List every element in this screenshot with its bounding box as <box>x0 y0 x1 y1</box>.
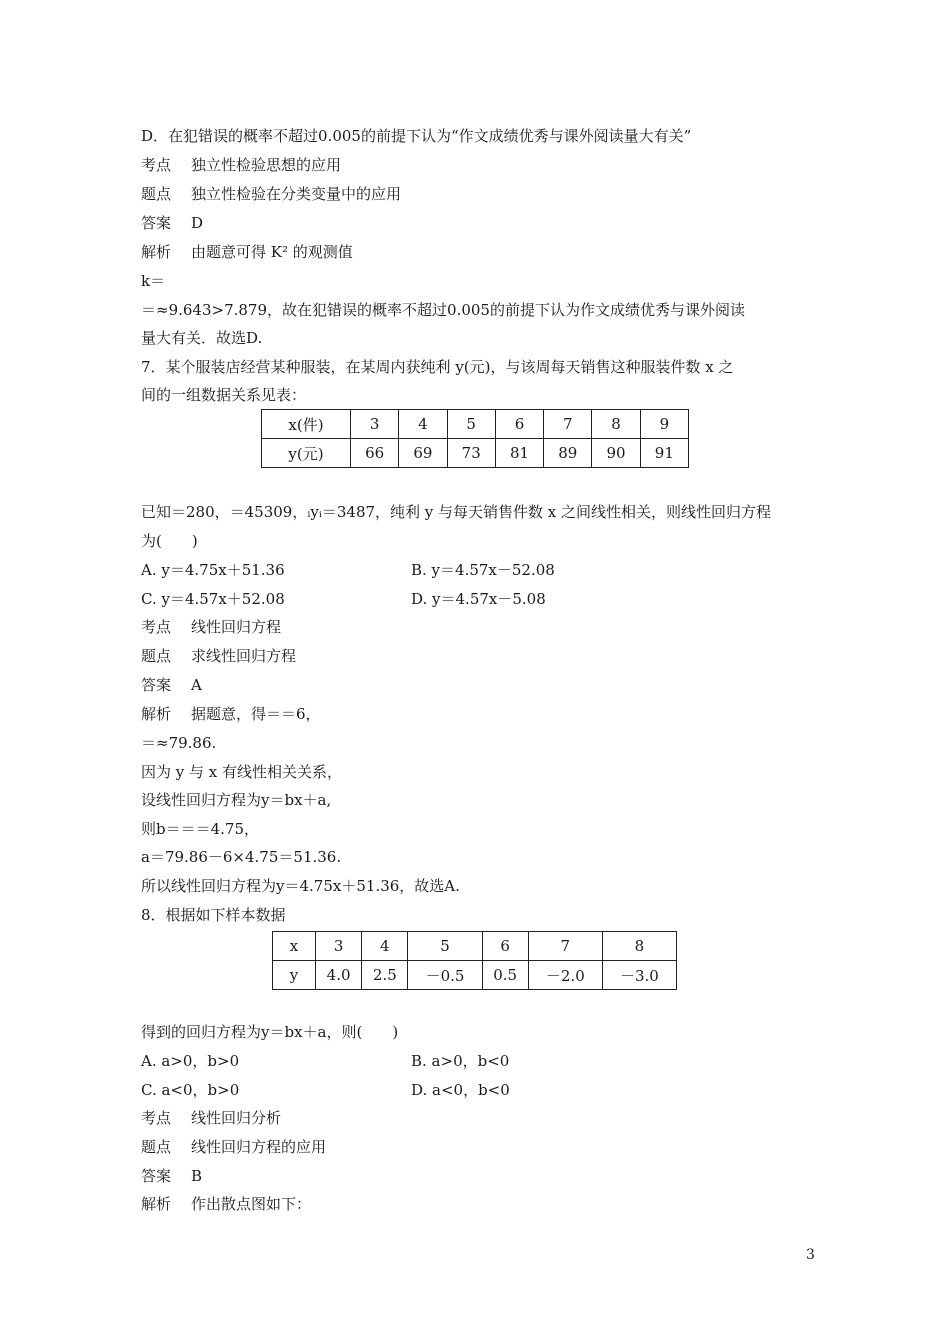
table-cell: 91 <box>640 439 688 468</box>
answer-text: D <box>191 214 204 232</box>
question-7-stem-cont: 间的一组数据关系见表： <box>141 386 307 404</box>
q7-analysis-row <box>141 704 321 724</box>
q7-analysis-line: 设线性回归方程为y＝bx＋a, <box>141 791 332 809</box>
table-cell: 7 <box>528 932 602 961</box>
table-cell: －3.0 <box>602 961 676 990</box>
table-cell: 81 <box>495 439 543 468</box>
table-cell: 4 <box>399 410 447 439</box>
table-row <box>262 410 689 439</box>
q7-option-b: B. y＝4.57x－52.08 <box>411 561 555 579</box>
q7-analysis-line: ＝≈79.86. <box>141 734 217 752</box>
table-row <box>262 439 689 468</box>
k-line: k＝ <box>141 272 166 290</box>
table-cell: 2.5 <box>362 961 408 990</box>
table-cell: 3 <box>316 932 362 961</box>
q7-kaodian-row <box>141 617 281 637</box>
table-cell: 7 <box>544 410 592 439</box>
table-cell: 4 <box>362 932 408 961</box>
tidian-label: 题点 <box>141 647 172 665</box>
table-cell: x(件) <box>262 410 351 439</box>
q7-answer-row <box>141 675 202 695</box>
tidian-label: 题点 <box>141 185 172 203</box>
line-d-option: D．在犯错误的概率不超过0.005的前提下认为“作文成绩优秀与课外阅读量大有关” <box>141 127 692 145</box>
answer-label: 答案 <box>141 214 172 232</box>
kaodian-text: 独立性检验思想的应用 <box>191 156 342 174</box>
table-cell: 90 <box>592 439 640 468</box>
analysis-text: 由题意可得 K² 的观测值 <box>191 243 353 261</box>
answer-text: B <box>191 1167 203 1185</box>
table-row <box>273 961 677 990</box>
table-row <box>273 932 677 961</box>
table-cell: 73 <box>447 439 495 468</box>
analysis-label: 解析 <box>141 705 172 723</box>
question-7-given: 已知＝280，＝45309，ᵢyᵢ＝3487，纯利 y 与每天销售件数 x 之间线性相关，则线性回归方程 <box>141 503 772 521</box>
table-cell: 9 <box>640 410 688 439</box>
answer-text: A <box>191 676 202 694</box>
q8-answer-row <box>141 1166 202 1186</box>
analysis-text: 作出散点图如下： <box>191 1195 312 1213</box>
table-cell: 69 <box>399 439 447 468</box>
question-7-given-cont: 为( ) <box>141 532 198 550</box>
q7-analysis-line: a＝79.86－6×4.75＝51.36. <box>141 848 342 866</box>
table-cell: 8 <box>592 410 640 439</box>
q8-analysis-row <box>141 1194 311 1214</box>
tidian-text: 线性回归方程的应用 <box>191 1138 327 1156</box>
analysis-text: 据题意，得＝＝6， <box>191 705 321 723</box>
question-8-prompt: 得到的回归方程为y＝bx＋a，则( ) <box>141 1023 399 1041</box>
question-7-stem: 7．某个服装店经营某种服装，在某周内获纯利 y(元)，与该周每天销售这种服装件数 x 之 <box>141 358 734 376</box>
table-cell: 89 <box>544 439 592 468</box>
kaodian-text: 线性回归分析 <box>191 1109 282 1127</box>
table-cell: x <box>273 932 316 961</box>
analysis-label: 解析 <box>141 243 172 261</box>
table-cell: 8 <box>602 932 676 961</box>
q8-option-a: A. a>0，b>0 <box>141 1052 240 1070</box>
q8-kaodian-row <box>141 1108 281 1128</box>
table-q7 <box>261 409 689 468</box>
q7-analysis-line: 则b＝＝＝4.75， <box>141 820 260 838</box>
table-cell: －0.5 <box>408 961 482 990</box>
question-8-stem: 8．根据如下样本数据 <box>141 906 286 924</box>
calc-line: ＝≈9.643>7.879，故在犯错误的概率不超过0.005的前提下认为作文成绩优秀与课外阅读 <box>141 301 745 319</box>
table-cell: 6 <box>482 932 528 961</box>
table-cell: y <box>273 961 316 990</box>
table-cell: 0.5 <box>482 961 528 990</box>
q8-option-c: C. a<0，b>0 <box>141 1081 240 1099</box>
analysis-row <box>141 242 353 262</box>
page-number: 3 <box>806 1247 815 1263</box>
table-cell: －2.0 <box>528 961 602 990</box>
kaodian-label: 考点 <box>141 156 172 174</box>
q7-option-d: D. y＝4.57x－5.08 <box>411 590 546 608</box>
q7-analysis-line: 因为 y 与 x 有线性相关关系， <box>141 763 343 781</box>
q7-analysis-line: 所以线性回归方程为y＝4.75x＋51.36，故选A. <box>141 877 460 895</box>
table-cell: 5 <box>447 410 495 439</box>
table-q8 <box>272 931 677 990</box>
q8-tidian-row <box>141 1137 326 1157</box>
answer-label: 答案 <box>141 676 172 694</box>
kaodian-label: 考点 <box>141 618 172 636</box>
tidian-text: 独立性检验在分类变量中的应用 <box>191 185 402 203</box>
answer-label: 答案 <box>141 1167 172 1185</box>
q8-option-b: B. a>0，b<0 <box>411 1052 510 1070</box>
table-cell: y(元) <box>262 439 351 468</box>
kaodian-text: 线性回归方程 <box>191 618 282 636</box>
table-cell: 3 <box>351 410 399 439</box>
q7-tidian-row <box>141 646 296 666</box>
table-cell: 6 <box>495 410 543 439</box>
q8-option-d: D. a<0，b<0 <box>411 1081 510 1099</box>
kaodian-row <box>141 155 341 175</box>
table-cell: 66 <box>351 439 399 468</box>
tidian-label: 题点 <box>141 1138 172 1156</box>
table-cell: 5 <box>408 932 482 961</box>
analysis-label: 解析 <box>141 1195 172 1213</box>
table-cell: 4.0 <box>316 961 362 990</box>
kaodian-label: 考点 <box>141 1109 172 1127</box>
answer-row <box>141 213 203 233</box>
tidian-text: 求线性回归方程 <box>191 647 297 665</box>
conclusion-line: 量大有关．故选D. <box>141 329 263 347</box>
q7-option-c: C. y＝4.57x＋52.08 <box>141 590 285 608</box>
tidian-row <box>141 184 401 204</box>
q7-option-a: A. y＝4.75x＋51.36 <box>141 561 285 579</box>
